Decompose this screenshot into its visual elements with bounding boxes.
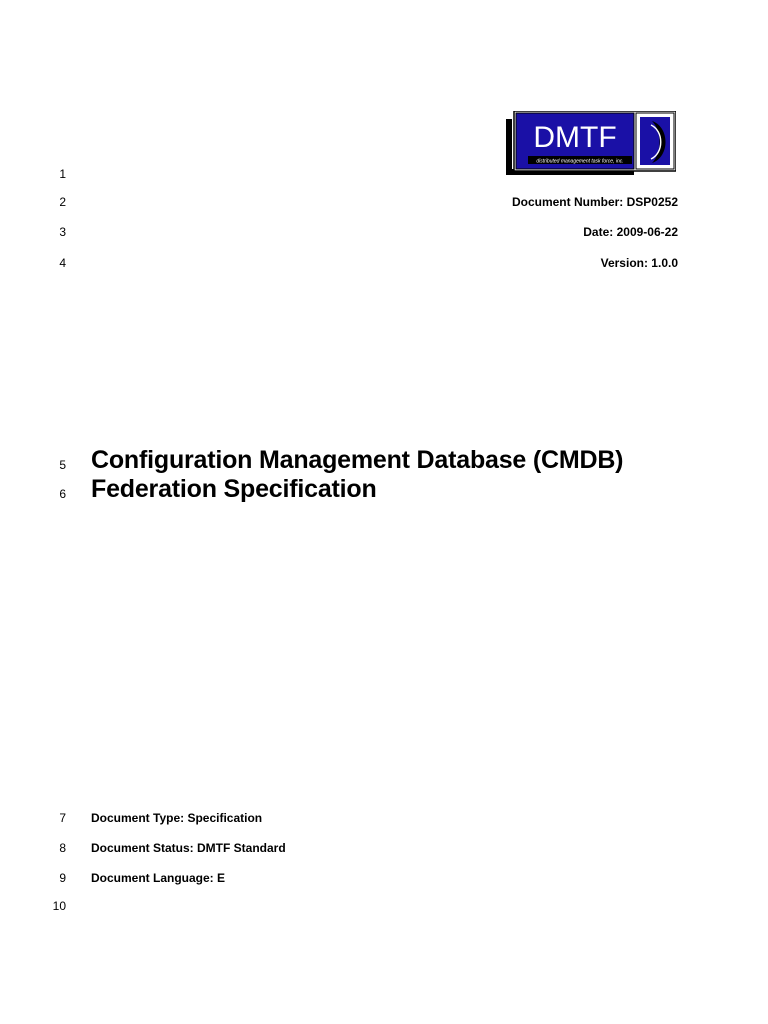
document-status: Document Status: DMTF Standard	[91, 841, 286, 855]
line-number: 1	[59, 167, 66, 181]
document-number: Document Number: DSP0252	[511, 195, 678, 209]
line-number: 10	[52, 899, 66, 913]
dmtf-logo-graphic	[506, 111, 676, 177]
document-date: Date: 2009-06-22	[583, 225, 678, 239]
document-title-line-1: Configuration Management Database (CMDB)	[91, 446, 624, 474]
document-title-line-2: Federation Specification	[91, 475, 377, 503]
line-number: 5	[59, 458, 66, 472]
line-number: 6	[59, 487, 66, 501]
document-language: Document Language: E	[91, 871, 226, 885]
dmtf-logo	[506, 111, 676, 177]
document-version: Version: 1.0.0	[600, 256, 678, 270]
logo-text: DMTF	[533, 121, 617, 154]
line-number: 2	[59, 195, 66, 209]
line-number: 8	[59, 841, 66, 855]
line-number: 3	[59, 225, 66, 239]
line-number: 7	[59, 811, 66, 825]
line-number: 9	[59, 871, 66, 885]
line-number: 4	[59, 256, 66, 270]
document-type: Document Type: Specification	[91, 811, 263, 825]
logo-tagline: distributed management task force, inc.	[536, 158, 624, 165]
